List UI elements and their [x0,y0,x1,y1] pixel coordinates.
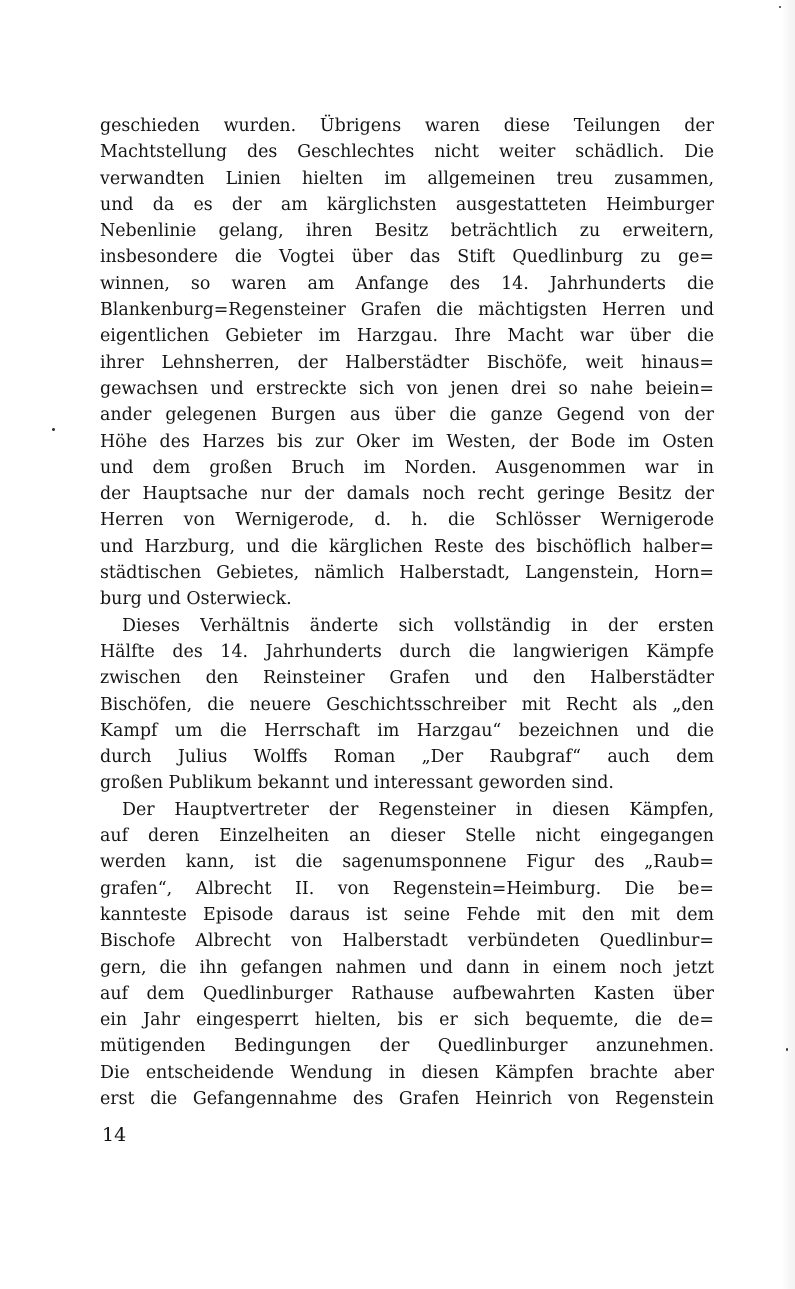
text-line: Bischöfen, die neuere Geschichtsschreiber mit Recht als „den [100,694,714,715]
text-line: auf deren Einzelheiten an dieser Stelle nicht eingegangen [100,826,714,847]
text-line: großen Publikum bekannt und interessant geworden sind. [100,773,614,794]
body-text [100,113,714,1112]
text-line: Bischofe Albrecht von Halberstadt verbündeten Quedlinbur= [100,931,714,952]
text-line: werden kann, ist die sagenumsponnene Figur des „Raub= [100,852,714,873]
text-line: grafen“, Albrecht II. von Regenstein=Heimburg. Die be= [100,878,714,899]
text-line: und Harzburg, und die kärglichen Reste des bischöflich halber= [100,536,714,557]
text-line: Blankenburg=Regensteiner Grafen die mächtigsten Herren und [100,300,714,321]
text-line: zwischen den Reinsteiner Grafen und den Halberstädter [100,668,714,689]
text-line: kannteste Episode daraus ist seine Fehde mit den mit dem [100,904,714,925]
text-line: Der Hauptvertreter der Regensteiner in diesen Kämpfen, [122,799,714,820]
text-line: der Hauptsache nur der damals noch recht geringe Besitz der [100,484,714,505]
text-line: Hälfte des 14. Jahrhunderts durch die langwierigen Kämpfe [100,641,714,662]
text-line: durch Julius Wolffs Roman „Der Raubgraf“ auch dem [100,747,714,768]
text-line: Dieses Verhältnis änderte sich vollständig in der ersten [122,615,714,636]
text-line: Höhe des Harzes bis zur Oker im Westen, der Bode im Osten [100,431,714,452]
text-line: städtischen Gebietes, nämlich Halberstadt, Langenstein, Horn= [100,563,714,584]
text-line: mütigenden Bedingungen der Quedlinburger anzunehmen. [100,1036,714,1057]
text-line: Herren von Wernigerode, d. h. die Schlösser Wernigerode [100,510,714,531]
text-line: Nebenlinie gelang, ihren Besitz beträchtlich zu erweitern, [100,221,714,242]
text-line: und da es der am kärglichsten ausgestatteten Heimburger [100,194,714,215]
text-line: Machtstellung des Geschlechtes nicht weiter schädlich. Die [100,142,714,163]
scan-speck [779,6,781,8]
scan-edge-shadow [781,0,795,1289]
text-line: gern, die ihn gefangen nahmen und dann in einem noch jetzt [100,957,714,978]
scan-speck [786,1048,788,1051]
text-line: Die entscheidende Wendung in diesen Kämpfen brachte aber [100,1062,714,1083]
text-line: gewachsen und erstreckte sich von jenen drei so nahe beiein= [100,378,714,399]
text-line: und dem großen Bruch im Norden. Ausgenommen war in [100,457,714,478]
text-line: winnen, so waren am Anfange des 14. Jahrhunderts die [100,273,714,294]
text-line: verwandten Linien hielten im allgemeinen treu zusammen, [100,168,714,189]
text-line: ander gelegenen Burgen aus über die ganze Gegend von der [100,405,714,426]
text-line: auf dem Quedlinburger Rathause aufbewahrten Kasten über [100,983,714,1004]
text-line: ihrer Lehnsherren, der Halberstädter Bischöfe, weit hinaus= [100,352,714,373]
text-line: erst die Gefangennahme des Grafen Heinrich von Regenstein [100,1088,714,1109]
page-number: 14 [102,1124,127,1146]
text-line: insbesondere die Vogtei über das Stift Quedlinburg zu ge= [100,247,714,268]
text-line: ein Jahr eingesperrt hielten, bis er sich bequemte, die de= [100,1010,714,1031]
text-line: burg und Osterwieck. [100,589,292,610]
text-line: eigentlichen Gebieter im Harzgau. Ihre Macht war über die [100,326,714,347]
text-line: geschieden wurden. Übrigens waren diese Teilungen der [100,116,714,136]
text-line: Kampf um die Herrschaft im Harzgau“ bezeichnen und die [100,720,714,741]
scan-speck [52,428,55,431]
